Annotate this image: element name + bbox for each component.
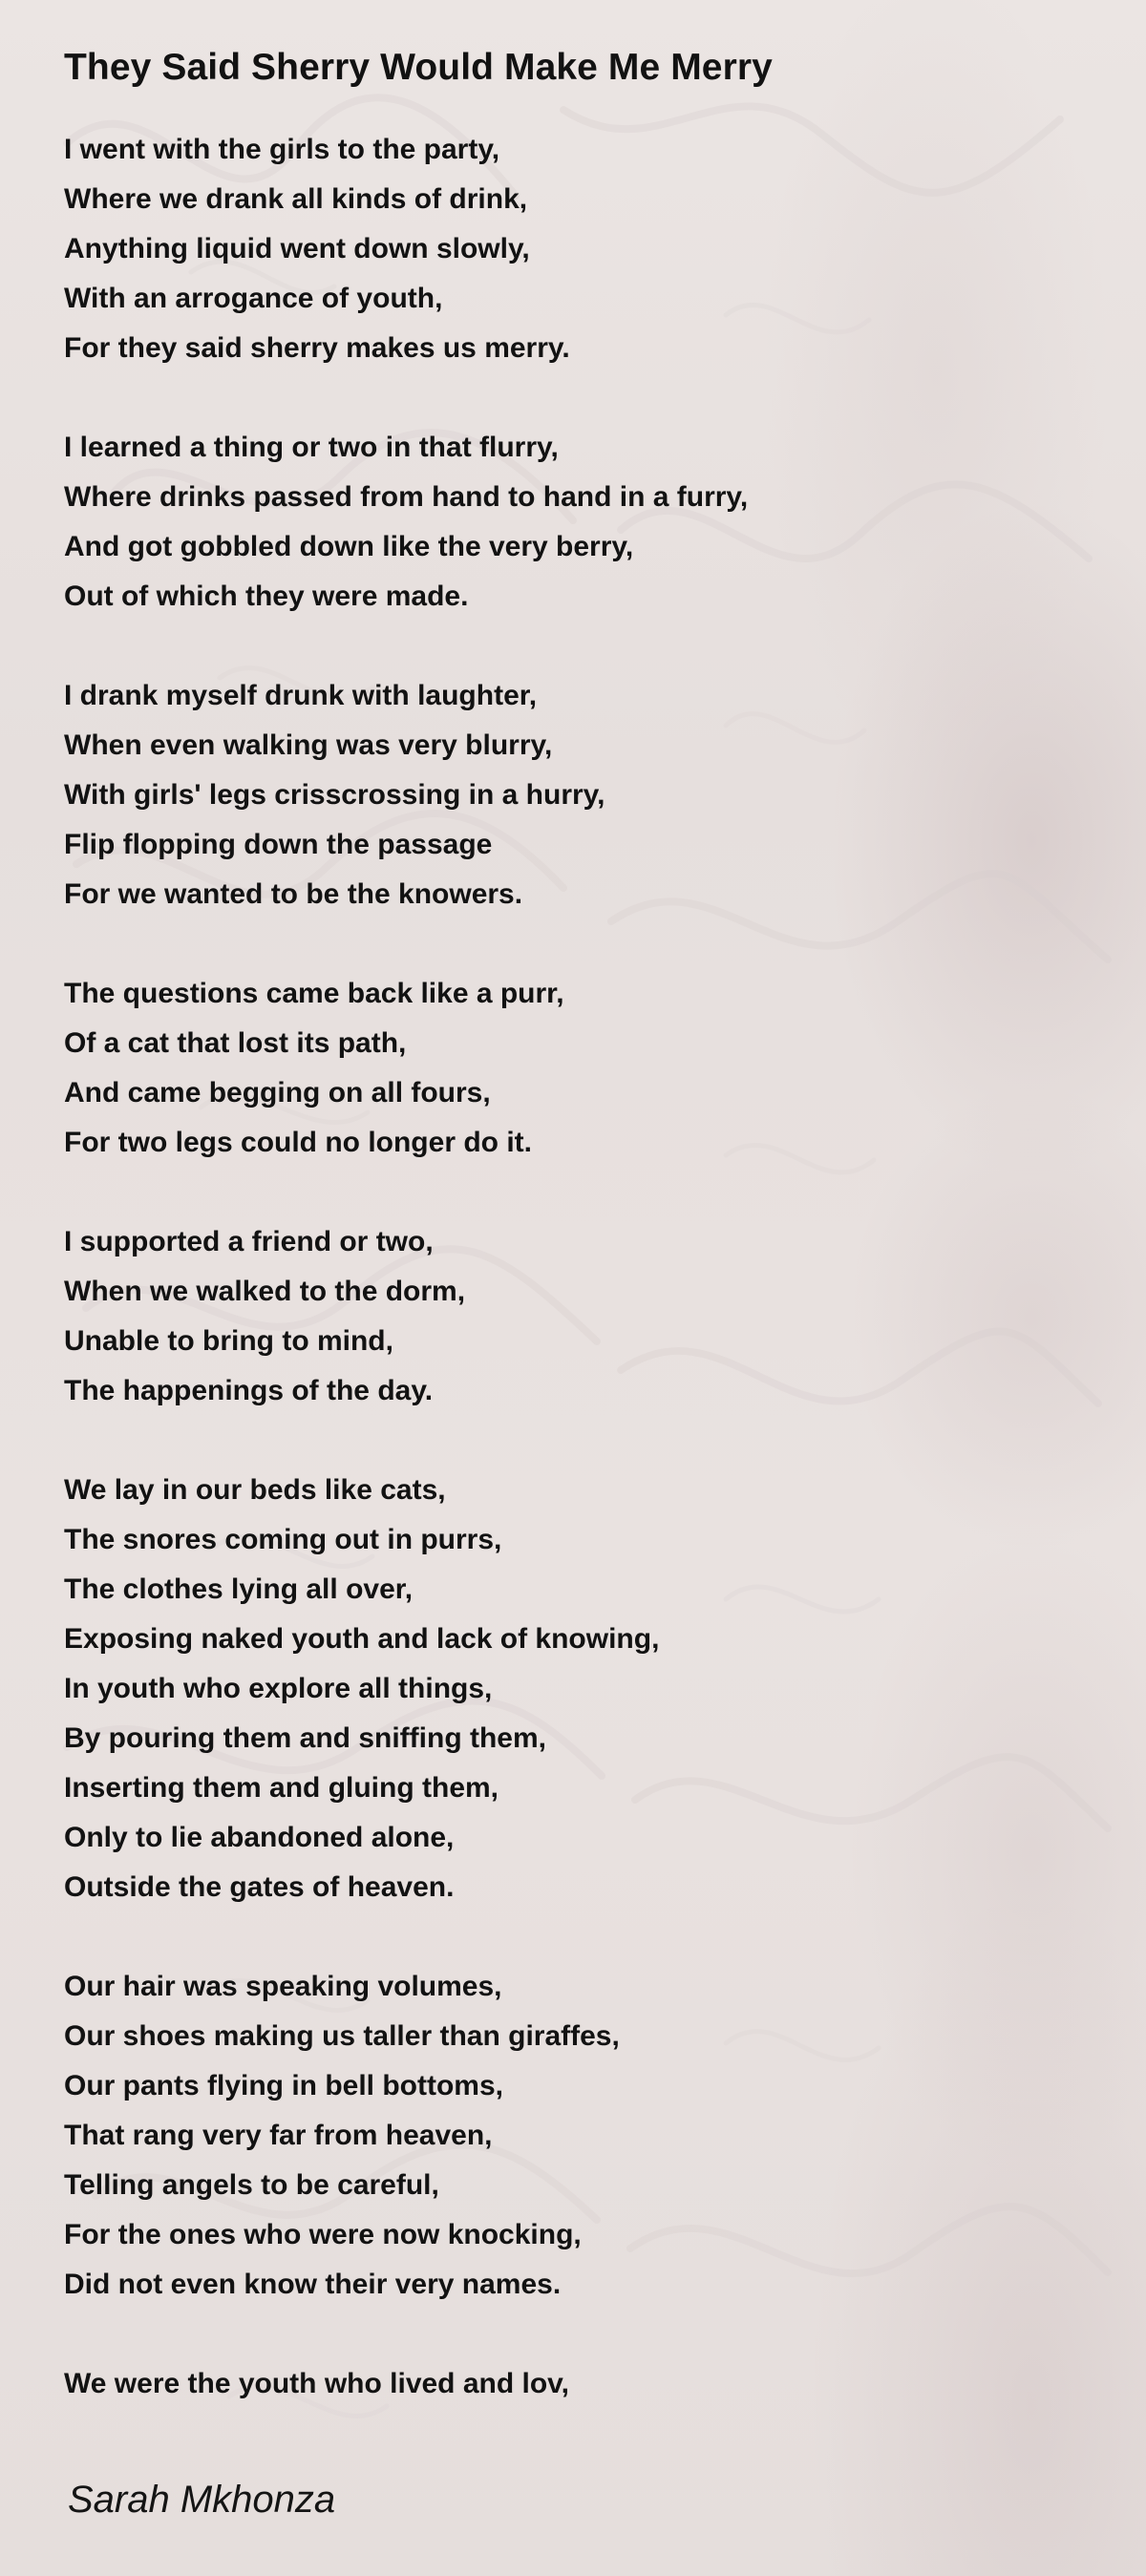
poem-line: Of a cat that lost its path, (64, 1026, 407, 1059)
stanza-6 (64, 1466, 1082, 1912)
poem-line: I drank myself drunk with laughter, (64, 679, 538, 711)
poem-line: When even walking was very blurry, (64, 728, 553, 761)
poem-line: The happenings of the day. (64, 1374, 434, 1406)
stanza-1 (64, 125, 1082, 373)
poem-line: With girls' legs crisscrossing in a hurry, (64, 778, 605, 811)
poem-line: For the ones who were now knocking, (64, 2218, 582, 2250)
poem-line: When we walked to the dorm, (64, 1275, 466, 1307)
poem-line: With an arrogance of youth, (64, 282, 443, 314)
poem-line: For two legs could no longer do it. (64, 1126, 532, 1158)
poem-line: Did not even know their very names. (64, 2268, 562, 2300)
poem-line: The clothes lying all over, (64, 1573, 414, 1605)
poem-line: That rang very far from heaven, (64, 2119, 493, 2151)
poem-line: I learned a thing or two in that flurry, (64, 431, 559, 463)
stanza-7 (64, 1962, 1082, 2310)
poem-line: Flip flopping down the passage (64, 828, 493, 860)
poem-line: Out of which they were made. (64, 580, 469, 612)
poem-line: I went with the girls to the party, (64, 133, 500, 165)
poem-line: Inserting them and gluing them, (64, 1771, 499, 1804)
poem-line: Exposing naked youth and lack of knowing, (64, 1622, 660, 1655)
poem-line: In youth who explore all things, (64, 1672, 493, 1704)
stanza-3 (64, 671, 1082, 919)
poem-line: Our pants flying in bell bottoms, (64, 2069, 504, 2101)
poem-author: Sarah Mkhonza (68, 2479, 336, 2521)
poem-line: We lay in our beds like cats, (64, 1473, 446, 1506)
poem-line: Where drinks passed from hand to hand in a furry, (64, 480, 749, 513)
stanza-4 (64, 969, 1082, 1168)
poem-content (64, 46, 1082, 2409)
stanza-5 (64, 1217, 1082, 1416)
poem-line: And came begging on all fours, (64, 1076, 491, 1109)
poem-line: Telling angels to be careful, (64, 2168, 439, 2201)
poem-line: We were the youth who lived and lov, (64, 2367, 569, 2399)
poem-line: I supported a friend or two, (64, 1225, 434, 1257)
poem-line: For they said sherry makes us merry. (64, 331, 570, 364)
stanza-2 (64, 423, 1082, 622)
poem-line: For we wanted to be the knowers. (64, 877, 523, 910)
poem-line: Outside the gates of heaven. (64, 1870, 455, 1903)
poem-body (64, 125, 1082, 2409)
poem-line: Our hair was speaking volumes, (64, 1970, 502, 2002)
poem-line: By pouring them and sniffing them, (64, 1721, 546, 1754)
poem-line: Where we drank all kinds of drink, (64, 182, 528, 215)
poem-title: They Said Sherry Would Make Me Merry (64, 47, 773, 88)
poem-line: The questions came back like a purr, (64, 977, 564, 1009)
poem-line: Unable to bring to mind, (64, 1324, 393, 1357)
poem-line: Only to lie abandoned alone, (64, 1821, 455, 1853)
poem-line: Our shoes making us taller than giraffes, (64, 2019, 620, 2052)
poem-line: And got gobbled down like the very berry, (64, 530, 634, 562)
stanza-8 (64, 2359, 1082, 2409)
poem-line: Anything liquid went down slowly, (64, 232, 530, 264)
poem-line: The snores coming out in purrs, (64, 1523, 502, 1555)
